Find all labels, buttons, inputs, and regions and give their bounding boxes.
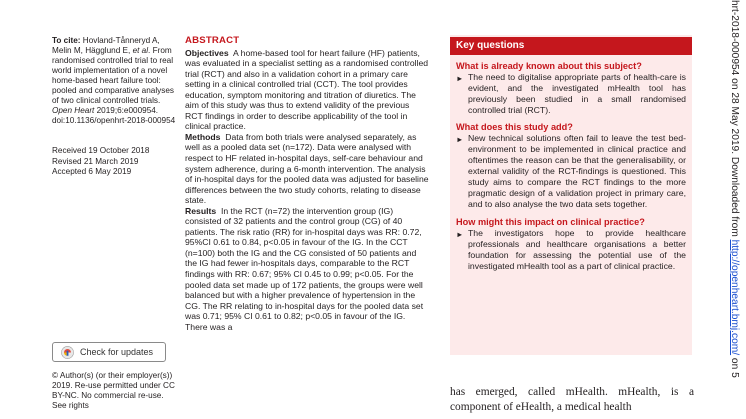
abstract-results — [185, 206, 429, 333]
check-for-updates-button[interactable] — [52, 342, 166, 362]
kq-section-2 — [450, 122, 692, 210]
license-text: © Author(s) (or their employer(s)) 2019. Re-use permitted under CC BY-NC. No commercial re-use. See rights — [52, 371, 175, 411]
kq-question-2: What does this study add? — [456, 122, 573, 133]
side-strip-prefix: hrt-2018-000954 on 28 May 2019. Downloaded from — [729, 0, 740, 240]
key-questions-box — [450, 35, 692, 355]
cite-title: . From randomised controlled trial to real world implementation of a novel home-based heart failure tool: pooled and comparative analyses of two clinical controlled trials. — [52, 46, 174, 106]
body-paragraph: has emerged, called mHealth. mHealth, is a component of eHealth, a medical health — [450, 386, 694, 413]
results-label: Results — [185, 205, 217, 216]
abstract-methods — [185, 132, 429, 206]
abstract-heading: ABSTRACT — [185, 35, 240, 46]
triangle-bullet-icon: ► — [456, 74, 464, 83]
methods-label: Methods — [185, 131, 221, 142]
objectives-label: Objectives — [185, 47, 229, 58]
crossmark-icon — [61, 346, 74, 359]
side-strip-text — [728, 0, 740, 378]
kq-answer-1-text: The need to digitalise appropriate parts of health-care is evident, and the investigated mHealth tool has previously been studied in a small randomised controlled trial (RCT). — [468, 72, 686, 116]
side-download-strip — [720, 0, 746, 419]
kq-section-1 — [450, 61, 692, 116]
kq-answer-2 — [456, 133, 686, 210]
kq-answer-1 — [456, 72, 686, 116]
cite-authors-1: Hovland-Tånneryd A, — [82, 36, 160, 45]
kq-question-3: How might this impact on clinical practice? — [456, 216, 645, 227]
date-received: Received 19 October 2018 — [52, 146, 150, 156]
article-dates — [52, 146, 180, 177]
objectives-text: A home-based tool for heart failure (HF) patients, was evaluated in a specialist setting as a randomised controlled trial (RCT) and also in a validation cohort in a primary care setting in a clinical controlled trial (CCT). The tool provides education, symptom monitoring and titration of diuretics. The aim of this study was thus to extend validity of the previous RCT findings in order to describe applicability of the tool in clinical practice. — [185, 47, 429, 132]
citation-block — [52, 36, 180, 126]
cite-et-al: et al — [132, 46, 149, 56]
kq-answer-2-text: New technical solutions often fail to leave the test bed-environment to be implemented in clinical practice and oftentimes the reason can be that the generalisability, or external validity of the RCT-findings is questioned. This study aims to compare the RCT findings to the more pragmatic design of a validation project in primary care, and to also analyse the two data sets together. — [468, 133, 686, 210]
cite-ref: 2019;6:e000954. doi:10.1136/openhrt-2018-000954 — [52, 106, 176, 126]
key-questions-title: Key questions — [450, 37, 692, 55]
methods-text: Data from both trials were analysed separately, as well as a pooled data set (n=172). Data were analysed with respect to HF related in-hospital days, self-care behaviour and system adherence, during a 6-month intervention. The analysis of in-hospital days for the pooled data was adjusted for baseline differences between the two study cohorts, relating to disease state. — [185, 131, 429, 206]
side-strip-tail: on 5 — [729, 355, 740, 378]
cite-journal: Open Heart — [52, 106, 95, 116]
results-text: In the RCT (n=72) the intervention group (IG) consisted of 32 patients and the control group (CG) of 40 patients. The risk ratio (RR) for in-hospital days was RR: 0.72, 95%CI 0.61 to 0.84, p<0.05 in favour of the IG. In the CCT (n=100) both the IG and the CG consisted of 50 patients and the IG had fewer in-hospitals days, comparable to the RCT findings with RR: 0.67; 95% CI 0.45 to 0.99; p<0.05. For the pooled data set made up of 172 patients, the groups were well balanced but with a higher prevalence of hypertension in the CG. The RR relating to in-hospital days for the pooled data set was 0.71; 95% CI 0.61 to 0.82; p<0.05 in favour of the IG. There was a — [185, 205, 424, 332]
triangle-bullet-icon: ► — [456, 135, 464, 145]
date-revised: Revised 21 March 2019 — [52, 156, 139, 166]
date-accepted: Accepted 6 May 2019 — [52, 167, 132, 177]
cite-label: To cite: — [52, 36, 81, 45]
side-strip-link[interactable]: http://openheart.bmj.com/ — [729, 239, 740, 356]
kq-answer-3 — [456, 228, 686, 272]
check-for-updates-label: Check for updates — [80, 347, 154, 357]
cite-authors-2: Melin M, Hägglund E, — [52, 46, 131, 56]
abstract-objectives — [185, 48, 429, 132]
triangle-bullet-icon: ► — [456, 229, 464, 239]
kq-section-3 — [450, 217, 692, 272]
kq-question-1: What is already known about this subject? — [456, 61, 642, 71]
abstract — [185, 36, 429, 332]
kq-answer-3-text: The investigators hope to provide healthcare professionals and healthcare organisations a better foundation for assessing the potential use of the investigated mHealth tool as a part of clinical practice. — [468, 227, 686, 271]
citation-column — [52, 36, 180, 177]
